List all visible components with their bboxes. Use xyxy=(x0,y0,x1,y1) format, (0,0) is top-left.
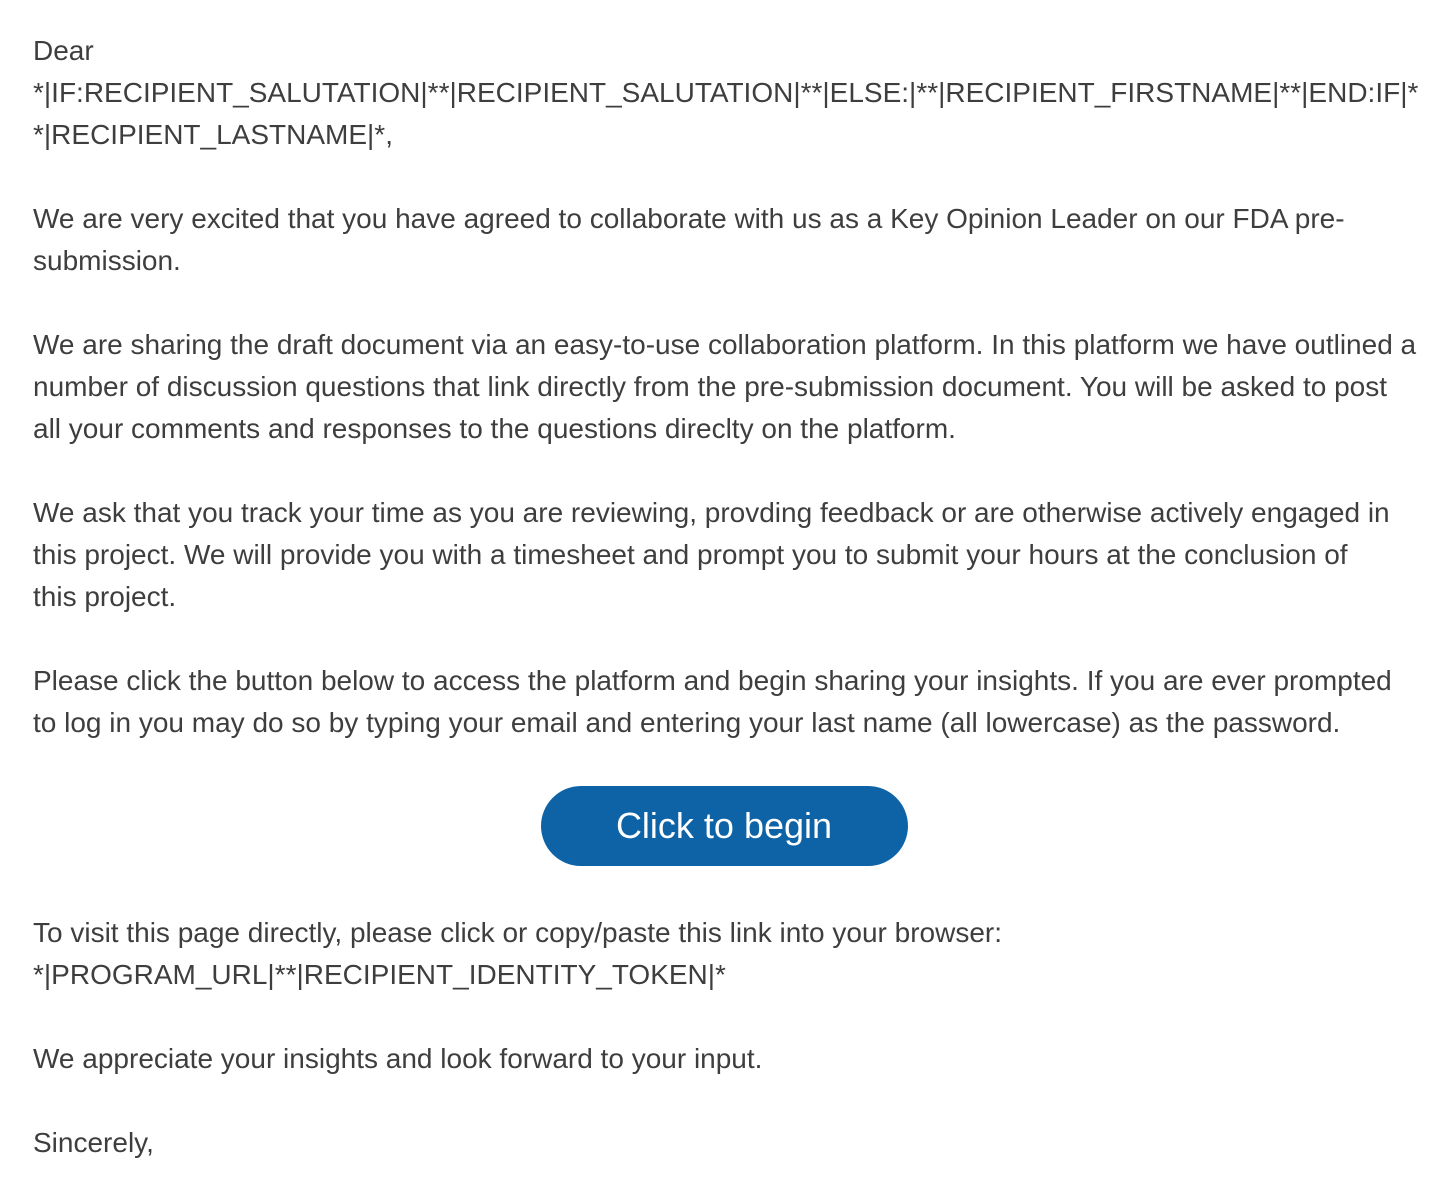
program-url-merge-tag-link[interactable]: *|PROGRAM_URL|**|RECIPIENT_IDENTITY_TOKEN|* xyxy=(33,959,726,990)
paragraph-time-tracking: We ask that you track your time as you are reviewing, provding feedback or are otherwise actively engaged in this project. We will provide you with a timesheet and prompt you to submit your hours at the conclusion of this project. xyxy=(33,497,1390,612)
paragraph-excitement: We are very excited that you have agreed to collaborate with us as a Key Opinion Leader on our FDA pre- submission. xyxy=(33,203,1345,276)
paragraph-button-instructions: Please click the button below to access the platform and begin sharing your insights. If you are ever prompted to log in you may do so by typing your email and entering your last name (all lowercase) as the password. xyxy=(33,665,1392,738)
click-to-begin-button[interactable]: Click to begin xyxy=(541,786,908,866)
greeting: Dear *|IF:RECIPIENT_SALUTATION|**|RECIPIENT_SALUTATION|**|ELSE:|**|RECIPIENT_FIRSTNAME|**|END:IF|* *|RECIPIENT_LASTNAME|*, xyxy=(33,35,1419,150)
paragraph-platform-description: We are sharing the draft document via an easy-to-use collaboration platform. In this platform we have outlined a number of discussion questions that link directly from the pre-submission document. You will be asked to post all your comments and responses to the questions direclty on the platform. xyxy=(33,329,1417,444)
signoff: Sincerely, xyxy=(33,1127,154,1158)
direct-link-intro: To visit this page directly, please click or copy/paste this link into your browser: xyxy=(33,917,1003,948)
paragraph-appreciation: We appreciate your insights and look forward to your input. xyxy=(33,1043,763,1074)
paragraph-direct-link xyxy=(33,912,1440,996)
button-row xyxy=(0,786,1448,866)
